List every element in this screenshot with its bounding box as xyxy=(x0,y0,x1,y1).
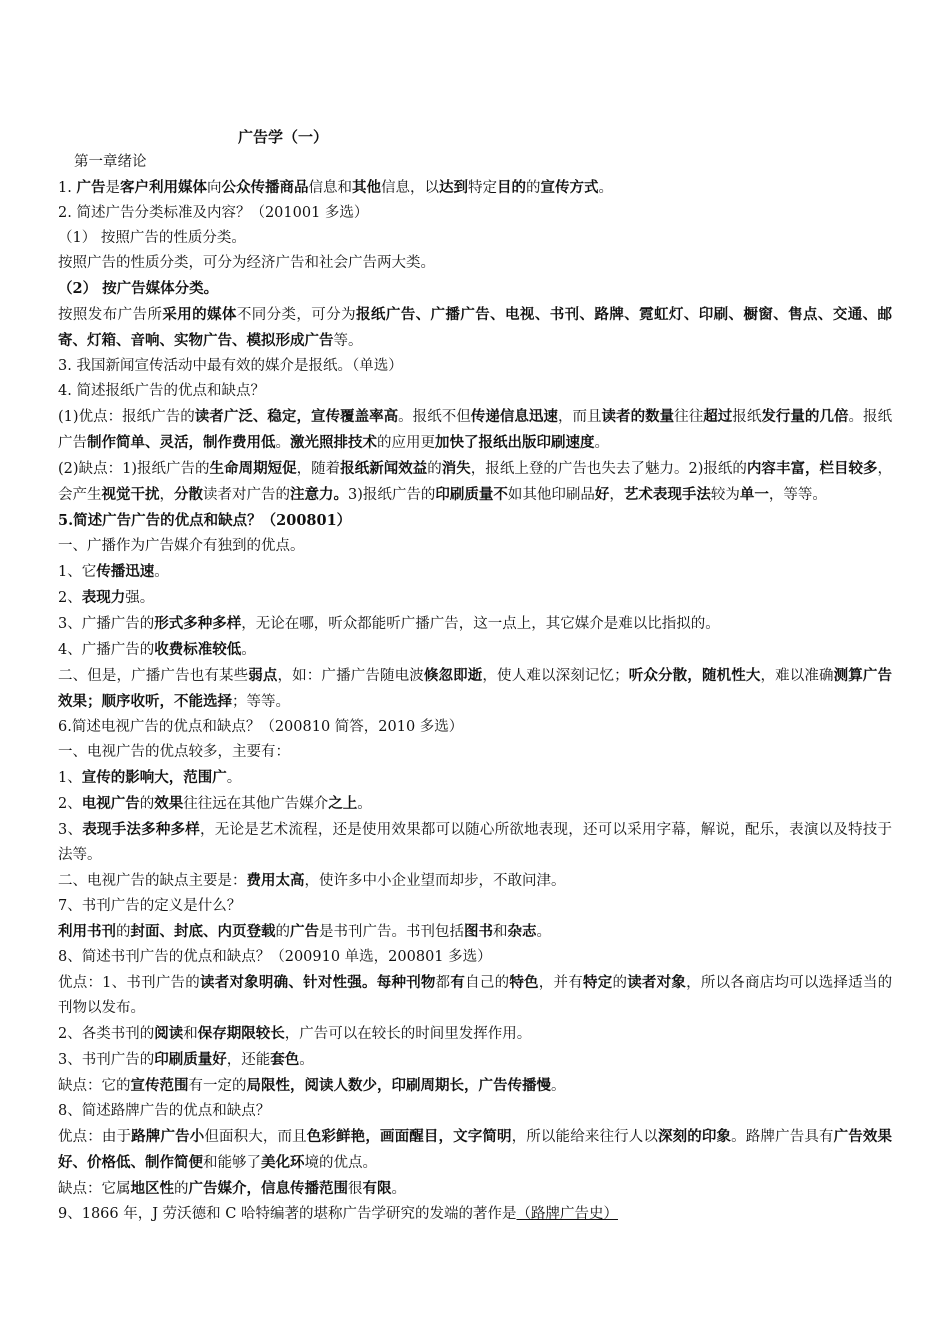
text-run: ，无论是艺术流程，还是使用效果都可以随心所欲地表现，还可以采用字幕，解说，配乐，表演以及特技于法等。 xyxy=(58,822,892,863)
paragraph xyxy=(58,919,892,945)
text-run: 发行量的几倍 xyxy=(761,408,849,425)
text-run: 1、它 xyxy=(58,564,97,580)
text-run: 8、简述路牌广告的优点和缺点？ xyxy=(58,1103,271,1119)
text-run: 1. xyxy=(58,180,77,196)
text-run: 强。 xyxy=(125,590,155,606)
paragraph xyxy=(58,740,892,765)
text-run: 二、但是，广播广告也有某些 xyxy=(58,668,249,684)
text-run: 费用太高 xyxy=(246,872,305,889)
text-run: 但面积大，而且 xyxy=(204,1129,307,1145)
text-run: ，如：广播广告随电波 xyxy=(277,668,424,684)
text-run: 3)报纸广告的 xyxy=(348,487,436,503)
text-run: 如其他印刷品 xyxy=(507,487,595,503)
text-run: 超过 xyxy=(703,408,733,425)
document-title: 广告学（一） xyxy=(238,128,329,146)
text-run: (2)缺点：1)报纸广告的 xyxy=(58,461,210,477)
chapter-heading: 第一章绪论 xyxy=(74,154,147,170)
text-run: 的 xyxy=(427,461,442,477)
text-run: 。路牌广告具有 xyxy=(731,1129,834,1145)
text-run: 2、 xyxy=(58,796,82,812)
text-run: 广告媒介，信息传播范围 xyxy=(188,1180,348,1197)
text-run: ，随着 xyxy=(296,461,341,477)
text-run: 效果 xyxy=(154,795,184,812)
text-run: 单一 xyxy=(739,486,769,503)
text-run: 6.简述电视广告的优点和缺点？（200810 简答，2010 多选） xyxy=(58,719,464,735)
paragraph xyxy=(58,611,892,637)
text-run: （1） 按照广告的性质分类。 xyxy=(58,230,246,246)
paragraph xyxy=(58,354,892,379)
text-run: 激光照排技术 xyxy=(290,434,377,451)
text-run: 读者对广告的 xyxy=(203,487,290,503)
text-run: 3、广播广告的 xyxy=(58,616,155,632)
text-run: 印刷质量好 xyxy=(154,1051,227,1068)
text-run: 报纸新闻效益 xyxy=(340,460,428,477)
document-body xyxy=(58,124,892,1227)
text-run: 图书 xyxy=(464,923,493,940)
text-run: 达到 xyxy=(438,179,468,196)
text-run: ， xyxy=(159,487,174,503)
text-run: 的 xyxy=(174,1181,189,1197)
text-run: (1)优点：报纸广告的 xyxy=(58,409,195,425)
text-run: 的应用更 xyxy=(377,435,435,451)
text-run: 信息，以 xyxy=(380,180,439,196)
text-run: 1、 xyxy=(58,770,82,786)
text-run: 好 xyxy=(594,486,610,503)
text-run: 不同分类，可分为 xyxy=(236,307,357,323)
paragraph xyxy=(58,1176,892,1202)
text-run: 缺点：它属 xyxy=(58,1181,131,1197)
text-run: 生命周期短促 xyxy=(209,460,297,477)
text-run: 优点：1、书刊广告的 xyxy=(58,975,201,991)
text-run: 公众传播商品 xyxy=(221,179,309,196)
text-run: ，并有 xyxy=(538,975,583,991)
paragraph xyxy=(58,765,892,791)
paragraph xyxy=(58,1099,892,1124)
paragraph xyxy=(58,379,892,404)
text-run: 其他 xyxy=(351,179,381,196)
paragraph xyxy=(58,508,892,534)
text-run: 读者广泛、稳定，宣传覆盖率高 xyxy=(194,408,399,425)
text-run: 采用的媒体 xyxy=(162,306,237,323)
text-run: 往往 xyxy=(674,409,704,425)
text-run: 和能够了 xyxy=(203,1155,261,1171)
text-run: ，等等。 xyxy=(768,487,827,503)
text-run: 境的优点。 xyxy=(304,1155,377,1171)
text-run: 4、广播广告的 xyxy=(58,642,155,658)
text-run: 2、 xyxy=(58,590,82,606)
text-run: 8、简述书刊广告的优点和缺点？（200910 单选，200801 多选） xyxy=(58,949,492,965)
paragraph xyxy=(58,251,892,276)
text-run: 和 xyxy=(183,1026,198,1042)
text-run: 二、电视广告的缺点主要是： xyxy=(58,873,247,889)
text-run: 利用书刊 xyxy=(58,923,116,940)
text-run: ，无论在哪，听众都能听广播广告，这一点上，其它媒介是难以比指拟的。 xyxy=(241,616,720,632)
text-run: 美化环 xyxy=(261,1154,305,1171)
text-run: ，广告可以在较长的时间里发挥作用。 xyxy=(284,1026,532,1042)
text-run: 倏忽即逝 xyxy=(423,667,483,684)
text-run: ，还能 xyxy=(226,1052,271,1068)
text-run: 分散 xyxy=(174,486,203,503)
text-run: 。报纸广告 xyxy=(58,409,893,451)
text-run: 目的 xyxy=(496,179,526,196)
text-run: ，所以各商店均可以选择适当的刊物以发布。 xyxy=(58,975,893,1016)
text-run: 广告效果好、价格低、制作简便 xyxy=(58,1128,893,1171)
text-run: 报纸 xyxy=(732,409,762,425)
text-run: 特定 xyxy=(467,180,497,196)
text-run: 保存期限较长 xyxy=(197,1025,285,1042)
paragraph xyxy=(58,404,892,456)
text-run: 3、 xyxy=(58,822,83,838)
text-run: 按照发布广告所 xyxy=(58,307,163,323)
text-run: 印刷质量不 xyxy=(435,486,508,503)
text-run: 很 xyxy=(348,1181,363,1197)
text-run: 有限 xyxy=(362,1180,392,1197)
text-run: 。 xyxy=(299,1052,314,1068)
paragraph xyxy=(58,302,892,354)
text-run: 是 xyxy=(105,180,120,196)
text-run: 读者对象 xyxy=(627,974,687,991)
text-run: 宣传方式 xyxy=(540,179,599,196)
text-run: 优点：由于 xyxy=(58,1129,132,1145)
text-run: 加快了报纸出版印刷速度 xyxy=(435,434,595,451)
text-run: 局限性，阅读人数少，印刷周期长，广告传播慢 xyxy=(246,1077,551,1094)
text-run: 。 xyxy=(391,1181,406,1197)
text-run: 宣传的影响大，范围广 xyxy=(81,769,227,786)
text-run: 自己的 xyxy=(465,975,510,991)
text-run: 2. 简述广告分类标准及内容？（201001 多选） xyxy=(58,205,369,221)
text-run: 等。 xyxy=(333,333,363,349)
text-run: 5.简述广告广告的优点和缺点？（200801） xyxy=(58,512,352,529)
text-run: 读者对象明确、针对性强。每种刊物 xyxy=(200,974,436,991)
text-run: 内容丰富，栏目较多 xyxy=(746,460,878,477)
text-run: 套色 xyxy=(270,1051,300,1068)
text-run: 杂志 xyxy=(507,923,537,940)
text-run: 缺点：它的 xyxy=(58,1078,131,1094)
paragraph xyxy=(58,817,892,868)
text-run: 4. 简述报纸广告的优点和缺点？ xyxy=(58,383,265,399)
text-run: 的 xyxy=(612,975,628,991)
text-run: 一、广播作为广告媒介有独到的优点。 xyxy=(58,538,305,554)
text-run: 听众分散，随机性大 xyxy=(628,667,761,684)
paragraph xyxy=(58,201,892,226)
paragraph xyxy=(58,226,892,251)
text-run: ，使许多中小企业望而却步，不敢问津。 xyxy=(304,873,566,889)
paragraph xyxy=(58,715,892,740)
text-run: ， xyxy=(609,487,624,503)
text-run: 都 xyxy=(435,975,451,991)
paragraph xyxy=(58,663,892,715)
paragraph xyxy=(58,1021,892,1047)
text-run: ，报纸上登的广告也失去了魅力。2)报纸的 xyxy=(470,461,747,477)
text-run: 。 xyxy=(226,770,242,786)
text-run: 3. 我国新闻宣传活动中最有效的媒介是报纸。（单选） xyxy=(58,358,403,374)
text-run: 。 xyxy=(594,435,609,451)
text-run: （2） 按广告媒体分类。 xyxy=(58,280,219,297)
text-run: 读者的数量 xyxy=(601,408,675,425)
text-run: 视觉干扰 xyxy=(101,486,160,503)
text-run: 传递信息迅速 xyxy=(470,408,558,425)
text-run: 注意力。 xyxy=(290,486,348,503)
text-run: 路牌广告小 xyxy=(131,1128,205,1145)
paragraph xyxy=(58,1073,892,1099)
text-run: 报纸广告、广播广告、电视、书刊、路牌、霓虹灯、印刷、橱窗、售点、交通、邮寄、灯箱、音响、实物广告、模拟形成广告 xyxy=(58,306,893,349)
text-run: 。 xyxy=(154,564,169,580)
paragraph xyxy=(58,945,892,970)
text-run: 客户利用媒体 xyxy=(119,179,207,196)
text-run: 电视广告 xyxy=(81,795,140,812)
text-run: 表现力 xyxy=(81,589,126,606)
text-run: 。 xyxy=(536,924,551,940)
text-run: 。 xyxy=(551,1078,566,1094)
text-run: 阅读 xyxy=(154,1025,184,1042)
text-run: 按照广告的性质分类，可分为经济广告和社会广告两大类。 xyxy=(58,255,435,271)
text-run: 一、电视广告的优点较多，主要有： xyxy=(58,744,290,760)
text-run: 向 xyxy=(206,180,222,196)
text-run: 广告 xyxy=(76,179,106,196)
text-run: （路牌广告史） xyxy=(516,1206,618,1222)
text-run: ，所以能给来往行人以 xyxy=(511,1129,658,1145)
text-run: ，使人难以深刻记忆； xyxy=(482,668,629,684)
text-run: 宣传范围 xyxy=(130,1077,189,1094)
paragraph xyxy=(58,559,892,585)
text-run: 表现手法多种多样 xyxy=(82,821,201,838)
text-run: 信息和 xyxy=(308,180,352,196)
text-run: 。 xyxy=(598,180,613,196)
text-run: 形式多种多样 xyxy=(154,615,242,632)
text-run: 深刻的印象 xyxy=(658,1128,732,1145)
text-run: ；等等。 xyxy=(232,694,290,710)
paragraph xyxy=(58,585,892,611)
text-run: 的 xyxy=(275,924,290,940)
text-run: 7、书刊广告的定义是什么？ xyxy=(58,898,242,914)
paragraph-list xyxy=(58,175,892,1227)
text-run: 消失 xyxy=(441,460,471,477)
text-run: 3、书刊广告的 xyxy=(58,1052,155,1068)
paragraph xyxy=(58,1124,892,1176)
text-run: 有一定的 xyxy=(188,1078,247,1094)
paragraph xyxy=(58,791,892,817)
text-run: 传播迅速 xyxy=(96,563,155,580)
text-run: 。 xyxy=(241,642,256,658)
text-run: 。 xyxy=(357,796,372,812)
text-run: 往往远在其他广告媒介 xyxy=(183,796,329,812)
text-run: 收费标准较低 xyxy=(154,641,242,658)
text-run: 是书刊广告。书刊包括 xyxy=(319,924,464,940)
paragraph xyxy=(58,894,892,919)
paragraph xyxy=(58,637,892,663)
paragraph xyxy=(58,970,892,1021)
paragraph xyxy=(58,456,892,508)
text-run: 和 xyxy=(493,924,508,940)
text-run: 测算广告效果；顺序收听，不能选择 xyxy=(58,667,893,710)
text-run: 的 xyxy=(525,180,541,196)
paragraph xyxy=(58,1047,892,1073)
text-run: 地区性 xyxy=(130,1180,174,1197)
paragraph xyxy=(58,868,892,894)
text-run: ，难以准确 xyxy=(760,668,834,684)
text-run: 有 xyxy=(450,974,466,991)
text-run: ，会产生 xyxy=(58,461,893,503)
paragraph xyxy=(58,276,892,302)
text-run: 2、各类书刊的 xyxy=(58,1026,155,1042)
paragraph xyxy=(58,175,892,201)
text-run: 广告 xyxy=(290,923,319,940)
text-run: 。 xyxy=(275,435,290,451)
text-run: ，而且 xyxy=(557,409,602,425)
text-run: 特定 xyxy=(582,974,613,991)
text-run: 的 xyxy=(116,924,131,940)
text-run: 弱点 xyxy=(248,667,278,684)
text-run: 较为 xyxy=(710,487,740,503)
text-run: 色彩鲜艳，画面醒目，文字简明 xyxy=(306,1128,512,1145)
text-run: 封面、封底、内页登载 xyxy=(130,923,276,940)
paragraph xyxy=(58,534,892,559)
text-run: 之上 xyxy=(328,795,358,812)
text-run: 。报纸不但 xyxy=(398,409,471,425)
text-run: 9、1866 年，J 劳沃德和 C 哈特编著的堪称广告学研究的发端的著作是 xyxy=(58,1206,517,1222)
text-run: 的 xyxy=(139,796,155,812)
paragraph xyxy=(58,1202,892,1227)
text-run: 特色 xyxy=(509,974,539,991)
text-run: 艺术表现手法 xyxy=(623,486,711,503)
text-run: 制作简单、灵活，制作费用低 xyxy=(87,434,276,451)
